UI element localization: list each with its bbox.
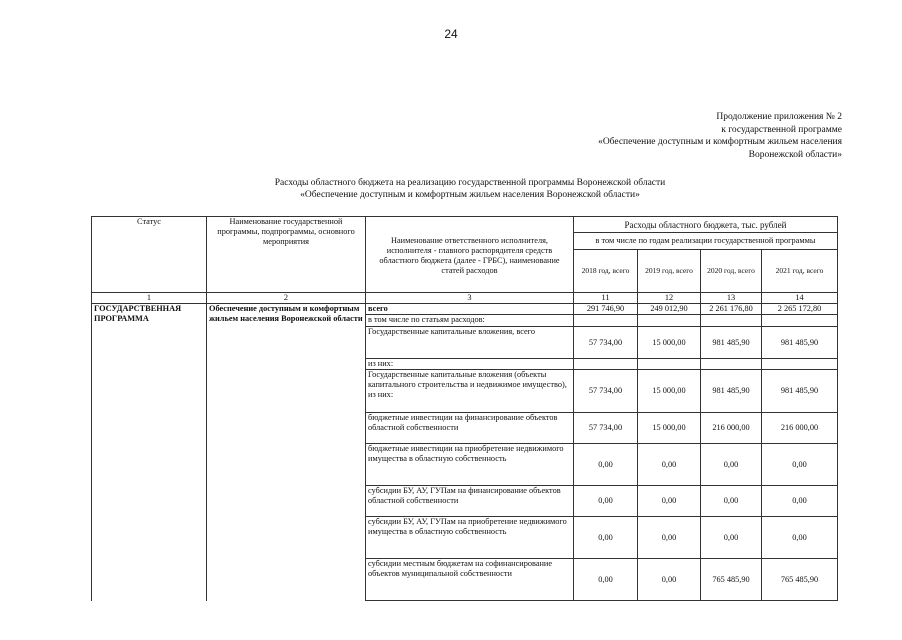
program-cell: Обеспечение доступным и комфортным жильем населения Воронежской области: [207, 304, 366, 601]
row-value: [638, 315, 701, 327]
row-value: 2 261 176,80: [701, 304, 762, 315]
row-value: 981 485,90: [701, 327, 762, 359]
row-value: 0,00: [701, 486, 762, 517]
row-value: [638, 359, 701, 370]
row-value: 216 000,00: [701, 413, 762, 444]
header-executor: Наименование ответственного исполнителя, исполнителя - главного распорядителя средств областного бюджета (далее - ГРБС), наименование статей расходов: [366, 217, 574, 293]
row-value: 0,00: [638, 444, 701, 486]
row-value: 0,00: [638, 559, 701, 601]
row-value: 0,00: [638, 517, 701, 559]
row-value: [701, 359, 762, 370]
row-label: бюджетные инвестиции на приобретение недвижимого имущества в областную собственность: [366, 444, 574, 486]
row-label: субсидии БУ, АУ, ГУПам на финансирование объектов областной собственности: [366, 486, 574, 517]
column-number: 3: [366, 293, 574, 304]
row-value: 0,00: [762, 486, 838, 517]
row-value: 981 485,90: [762, 370, 838, 413]
row-value: 981 485,90: [762, 327, 838, 359]
row-value: 57 734,00: [574, 327, 638, 359]
column-number: 14: [762, 293, 838, 304]
row-value: 0,00: [701, 517, 762, 559]
header-by-years: в том числе по годам реализации государственной программы: [574, 233, 838, 250]
row-value: 0,00: [638, 486, 701, 517]
status-cell: ГОСУДАРСТВЕННАЯ ПРОГРАММА: [92, 304, 207, 601]
appendix-line: Продолжение приложения № 2: [716, 112, 842, 122]
row-value: 15 000,00: [638, 327, 701, 359]
appendix-line: к государственной программе: [721, 124, 842, 135]
row-value: 216 000,00: [762, 413, 838, 444]
row-label: субсидии местным бюджетам на софинансирование объектов муниципальной собственности: [366, 559, 574, 601]
title-line: «Обеспечение доступным и комфортным жильем населения Воронежской области»: [300, 190, 640, 200]
header-year: 2018 год, всего: [574, 250, 638, 293]
appendix-line: «Обеспечение доступным и комфортным жильем населения: [598, 137, 842, 147]
row-value: 0,00: [574, 559, 638, 601]
row-value: 249 012,90: [638, 304, 701, 315]
row-value: [762, 359, 838, 370]
row-value: 0,00: [701, 444, 762, 486]
row-label: в том числе по статьям расходов:: [366, 315, 574, 327]
document-title: [190, 177, 750, 201]
page-number: 24: [444, 27, 458, 41]
row-value: [762, 315, 838, 327]
row-value: [574, 359, 638, 370]
row-label: из них:: [366, 359, 574, 370]
row-label: Государственные капитальные вложения (объекты капитального строительства и недвижимое имущество), из них:: [366, 370, 574, 413]
column-number: 2: [207, 293, 366, 304]
column-number: 13: [701, 293, 762, 304]
row-label: субсидии БУ, АУ, ГУПам на приобретение недвижимого имущества в областную собственность: [366, 517, 574, 559]
row-value: [701, 315, 762, 327]
appendix-note: [598, 111, 842, 161]
title-line: Расходы областного бюджета на реализацию государственной программы Воронежской области: [274, 178, 666, 188]
header-year: 2020 год, всего: [701, 250, 762, 293]
column-number: 1: [92, 293, 207, 304]
row-label: всего: [366, 304, 574, 315]
row-value: 2 265 172,80: [762, 304, 838, 315]
row-value: 57 734,00: [574, 370, 638, 413]
row-value: 765 485,90: [762, 559, 838, 601]
row-value: 0,00: [574, 517, 638, 559]
row-value: 57 734,00: [574, 413, 638, 444]
row-value: 15 000,00: [638, 370, 701, 413]
header-status: Статус: [92, 217, 207, 293]
header-year: 2021 год, всего: [762, 250, 838, 293]
row-value: 0,00: [574, 444, 638, 486]
column-number: 12: [638, 293, 701, 304]
header-expenses: Расходы областного бюджета, тыс. рублей: [574, 217, 838, 233]
column-number: 11: [574, 293, 638, 304]
row-label: бюджетные инвестиции на финансирование объектов областной собственности: [366, 413, 574, 444]
row-value: 0,00: [762, 517, 838, 559]
header-year: 2019 год, всего: [638, 250, 701, 293]
row-value: 981 485,90: [701, 370, 762, 413]
row-label: Государственные капитальные вложения, всего: [366, 327, 574, 359]
appendix-line: Воронежской области»: [748, 149, 842, 160]
row-value: 765 485,90: [701, 559, 762, 601]
row-value: 15 000,00: [638, 413, 701, 444]
row-value: 291 746,90: [574, 304, 638, 315]
header-program-name: Наименование государственной программы, подпрограммы, основного мероприятия: [207, 217, 366, 293]
budget-table: [91, 216, 838, 601]
row-value: 0,00: [762, 444, 838, 486]
row-value: 0,00: [574, 486, 638, 517]
row-value: [574, 315, 638, 327]
